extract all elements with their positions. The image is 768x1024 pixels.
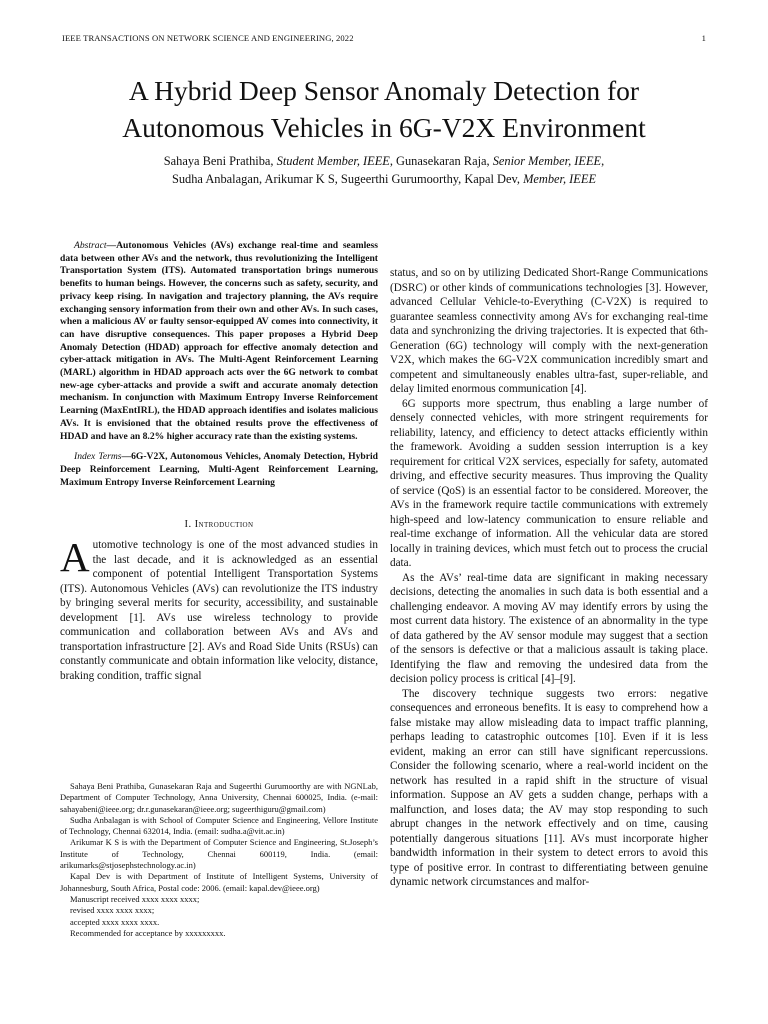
author-names: , Gunasekaran Raja, xyxy=(389,154,493,168)
left-column xyxy=(60,240,378,683)
index-terms-text: —6G-V2X, Autonomous Vehicles, Anomaly Detection, Hybrid Deep Reinforcement Learning, Multi-Agent Reinforcement Learning, Maximum Entropy Inverse Reinforcement Learning xyxy=(60,451,378,488)
journal-name: IEEE TRANSACTIONS ON NETWORK SCIENCE AND ENGINEERING, 2022 xyxy=(62,33,354,43)
footnote: Sahaya Beni Prathiba, Gunasekaran Raja and Sugeerthi Gurumoorthy are with NGNLab, Department of Computer Technology, Anna University, Chennai 600025, India. (e-mail: sahayabeni@ieee.org; dr.r.gunasekaran@ieee.org; sugeerthiguru@gmail.com) xyxy=(60,781,378,814)
section-title: Introduction xyxy=(194,519,254,531)
abstract-text: —Autonomous Vehicles (AVs) exchange real-time and seamless data between other AVs and the network, thus revolutionizing the Intelligent Transportation System (ITS). Automated transportation brings numerous benefits to human beings. However, the concerns such as safety, security, and privacy keep rising. In navigation and trajectory planning, the AVs require exchanging sensory information from their own and other AVs. In such cases, when a malicious AV or faulty sensor-equipped AV comes into connectivity, it can have disruptive consequences. This paper proposes a Hybrid Deep Anomaly Detection (HDAD) approach for effective anomaly detection and cyber-attack mitigation in AVs. The Multi-Agent Reinforcement Learning (MARL) algorithm in HDAD approach acts over the 6G network to combat new-age cyber-attacks and provide a swift and accurate anomaly detection mechanism. In conjunction with Maximum Entropy Inverse Reinforcement Learning (MaxEntIRL), the HDAD approach identifies and isolates malicious AVs. It is envisioned that the obtained results prove the effectiveness of HDAD and have an 8.2% higher accuracy rate than the existing systems. xyxy=(60,240,378,442)
index-terms-label: Index Terms xyxy=(74,451,122,463)
title-line-1: A Hybrid Deep Sensor Anomaly Detection for xyxy=(128,75,640,106)
abstract-label: Abstract xyxy=(74,240,107,251)
right-column xyxy=(390,266,708,890)
author-role: Member, IEEE xyxy=(523,172,597,186)
author-line-2 xyxy=(40,170,728,188)
abstract xyxy=(60,240,378,443)
author-names: Sudha Anbalagan, Arikumar K S, Sugeerthi Gurumoorthy, Kapal Dev, xyxy=(171,172,524,186)
author-footnotes xyxy=(60,781,378,939)
body-paragraph: As the AVs’ real-time data are significant in making necessary decisions, detecting the anomalies in such data is both essential and a challenging endeavor. A moving AV may identify errors by using the most current data history. The existence of an abnormality in the type of data gathered by the AV sensor module may suggest that a section of the sensors is defective or that a malicious assault is taking place. Identifying the flaw and removing the undesired data from the decision policy process is critical [4]–[9]. xyxy=(390,571,708,685)
page-number: 1 xyxy=(701,33,706,43)
author-names: Sahaya Beni Prathiba, xyxy=(163,154,277,168)
author-line-1 xyxy=(40,152,728,170)
intro-text: utomotive technology is one of the most advanced studies in the last decade, and it is acknowledged as an essential component of potential Intelligent Transportation Systems (ITS). Autonomous Vehicles (AVs) can revolutionize the ITS industry by bringing several merits for security, accessibility, and sustainable development [1]. AVs use wireless technology to provide communication and collaboration between AVs and AVs and transportation infrastructure [2]. AVs and Road Side Units (RSUs) can constantly communicate and obtain information like velocity, distance, braking condition, traffic signal xyxy=(60,539,378,682)
author-role: Student Member, IEEE xyxy=(276,154,390,168)
author-role: Senior Member, IEEE xyxy=(492,154,602,168)
author-separator: , xyxy=(601,154,605,168)
drop-cap: A xyxy=(60,534,90,581)
title-line-2: Autonomous Vehicles in 6G-V2X Environment xyxy=(122,112,646,143)
body-paragraph: 6G supports more spectrum, thus enabling a large number of densely connected vehicles, with more stringent requirements for reliability, latency, and efficiency to detect attacks efficiently within the framework. Avoiding a sudden session interruption is a key requirement for critical V2X services, especially for safety, automated driving, and effective security measures. Thus improving the Quality of service (QoS) is an essential factor to be considered. Moreover, the AVs in the framework require tactile communications with extremely high-speed and low-latency communication to ensure reliable and real-time exchange of information. All the vehicular data are stored locally in training devices, which must fetch out to process the crucial data. xyxy=(390,397,708,569)
running-header xyxy=(62,33,706,43)
paper-title xyxy=(40,72,728,146)
footnote: Manuscript received xxxx xxxx xxxx; xyxy=(70,893,200,904)
section-number: I. xyxy=(184,519,192,531)
footnote: revised xxxx xxxx xxxx; xyxy=(70,905,155,916)
body-paragraph: status, and so on by utilizing Dedicated Short-Range Communications (DSRC) or other kinds of communications technologies [3]. However, advanced Cellular Vehicle-to-Everything (C-V2X) is required to guarantee seamless connectivity among AVs for exchanging real-time data and synchronizing the driving trajectories. It is expected that 6th-Generation (6G) technology will comply with the next-generation V2X, which makes the 6G-V2X communication incredibly smart and competent and simultaneously enables ultra-fast, super-reliable, and delay limited enormous communication [4]. xyxy=(390,267,708,395)
author-list xyxy=(40,152,728,188)
intro-paragraph-1 xyxy=(60,534,378,683)
index-terms xyxy=(60,451,378,489)
footnote: Arikumar K S is with the Department of Computer Science and Engineering, St.Joseph’s Institute of Technology, Chennai 600119, India. (email: arikumarks@stjosephstechnology.ac.in) xyxy=(60,837,378,871)
body-paragraph: The discovery technique suggests two errors: negative consequences and erroneous benefits. It is easy to comprehend how a false mistake may allow misleading data to impact traffic planning, perhaps leading to catastrophic outcomes [10]. Even if it is less evident, making an error can still have significant repercussions. Consider the following scenario, where a real-world incident on the network has resulted in a rapid shift in the structure of visual information. Suppose an AV gets a sudden change, perhaps with a malfunction, and loses data; the AV may stop responding to such abrupt changes in the network effectively and on time, causing potentially dangerous situations [11]. AVs must incorporate higher bandwidth information in their system to detect errors to avoid this type of positive error. In contrast to differentiating between genuine dynamic network circumstances and malfor- xyxy=(390,687,708,888)
footnote: Kapal Dev is with Department of Institute of Intelligent Systems, University of Johannesburg, South Africa, Postal code: 2006. (email: kapal.dev@ieee.org) xyxy=(60,871,378,893)
footnote: Sudha Anbalagan is with School of Computer Science and Engineering, Vellore Institute of Technology, Chennai 632014, India. (email: sudha.a@vit.ac.in) xyxy=(60,814,378,837)
footnote: Recommended for acceptance by xxxxxxxxx. xyxy=(70,927,226,938)
footnote: accepted xxxx xxxx xxxx. xyxy=(70,916,160,927)
section-heading-introduction xyxy=(60,519,378,530)
